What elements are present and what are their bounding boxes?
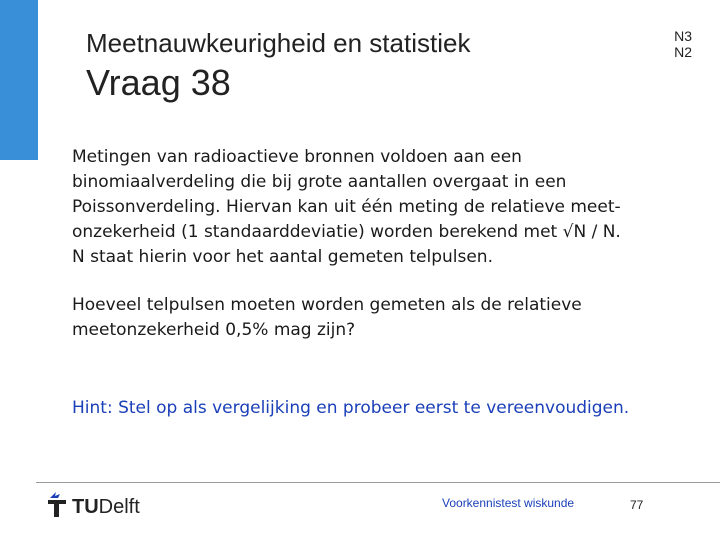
- flame-icon: [46, 490, 70, 518]
- question-body: [72, 145, 672, 340]
- page-number: 77: [630, 498, 644, 512]
- text-line: N staat hierin voor het aantal gemeten telpulsen.: [72, 247, 493, 267]
- text-line: binomiaalverdeling die bij grote aantallen overgaat in een: [72, 172, 567, 192]
- footer-label: Voorkennistest wiskunde: [442, 496, 575, 510]
- logo-text: [72, 496, 140, 518]
- text-line: Poissonverdeling. Hiervan kan uit één meting de relatieve meet-: [72, 197, 621, 217]
- text-line: meetonzekerheid 0,5% mag zijn?: [72, 320, 356, 340]
- level-labels: [674, 28, 692, 60]
- question-paragraph-1: [72, 145, 672, 270]
- tu-delft-logo: [46, 488, 140, 518]
- level-label-2: N2: [674, 44, 692, 60]
- slide-subtitle: Meetnauwkeurigheid en statistiek: [86, 28, 471, 58]
- hint-text: Hint: Stel op als vergelijking en probeer eerst te vereenvoudigen.: [72, 398, 630, 418]
- level-label-1: N3: [674, 28, 692, 44]
- text-line: Hoeveel telpulsen moeten worden gemeten als de relatieve: [72, 295, 582, 315]
- question-paragraph-2: [72, 293, 582, 343]
- footer-divider: [36, 482, 720, 483]
- text-line: Metingen van radioactieve bronnen voldoen aan een: [72, 147, 522, 167]
- logo-suffix: Delft: [98, 496, 140, 518]
- text-line: onzekerheid (1 standaarddeviatie) worden berekend met √N / N.: [72, 222, 621, 242]
- slide-title: Vraag 38: [86, 62, 231, 103]
- accent-bar: [0, 0, 38, 160]
- logo-prefix: TU: [72, 496, 99, 518]
